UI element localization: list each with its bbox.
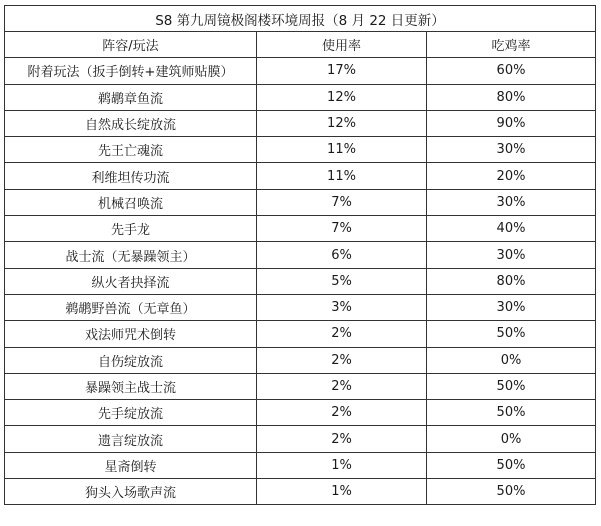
table-row: [5, 400, 596, 426]
table-row: [5, 110, 596, 136]
table-row: [5, 294, 596, 320]
usage-rate-cell: 1%: [257, 452, 427, 478]
usage-rate-cell: 2%: [257, 400, 427, 426]
table-row: [5, 268, 596, 294]
table-row: [5, 189, 596, 215]
table-row: [5, 137, 596, 163]
usage-rate-cell: 6%: [257, 242, 427, 268]
table-row: [5, 216, 596, 242]
lineup-cell: 鹈鹕野兽流（无章鱼）: [5, 294, 257, 320]
table-row: [5, 84, 596, 110]
win-rate-cell: 90%: [427, 110, 596, 136]
table-row: [5, 321, 596, 347]
usage-rate-cell: 2%: [257, 426, 427, 452]
usage-rate-cell: 7%: [257, 189, 427, 215]
win-rate-cell: 30%: [427, 189, 596, 215]
win-rate-cell: 40%: [427, 216, 596, 242]
lineup-cell: 遗言绽放流: [5, 426, 257, 452]
table-body: [5, 58, 596, 505]
win-rate-cell: 60%: [427, 58, 596, 84]
lineup-cell: 先手绽放流: [5, 400, 257, 426]
win-rate-cell: 50%: [427, 321, 596, 347]
lineup-cell: 星斋倒转: [5, 452, 257, 478]
lineup-cell: 狗头入场歌声流: [5, 479, 257, 505]
lineup-cell: 利维坦传功流: [5, 163, 257, 189]
win-rate-cell: 30%: [427, 242, 596, 268]
header-row: [5, 32, 596, 58]
win-rate-cell: 80%: [427, 84, 596, 110]
table-row: [5, 58, 596, 84]
usage-rate-cell: 12%: [257, 110, 427, 136]
win-rate-cell: 50%: [427, 400, 596, 426]
win-rate-cell: 50%: [427, 479, 596, 505]
weekly-report-table: [4, 5, 596, 505]
lineup-cell: 纵火者抉择流: [5, 268, 257, 294]
lineup-cell: 战士流（无暴躁领主）: [5, 242, 257, 268]
table-row: [5, 347, 596, 373]
table-title: S8 第九周镜极阁楼环境周报（8 月 22 日更新）: [5, 6, 596, 32]
table-row: [5, 452, 596, 478]
table-row: [5, 242, 596, 268]
usage-rate-cell: 2%: [257, 347, 427, 373]
report-container: [4, 5, 595, 505]
lineup-cell: 机械召唤流: [5, 189, 257, 215]
table-row: [5, 426, 596, 452]
lineup-cell: 自然成长绽放流: [5, 110, 257, 136]
usage-rate-cell: 2%: [257, 321, 427, 347]
win-rate-cell: 0%: [427, 426, 596, 452]
win-rate-cell: 30%: [427, 294, 596, 320]
lineup-cell: 附着玩法（扳手倒转+建筑师贴膜）: [5, 58, 257, 84]
usage-rate-cell: 11%: [257, 137, 427, 163]
usage-rate-cell: 7%: [257, 216, 427, 242]
column-header-lineup: 阵容/玩法: [5, 32, 257, 58]
table-row: [5, 479, 596, 505]
win-rate-cell: 80%: [427, 268, 596, 294]
usage-rate-cell: 2%: [257, 373, 427, 399]
usage-rate-cell: 3%: [257, 294, 427, 320]
lineup-cell: 暴躁领主战士流: [5, 373, 257, 399]
lineup-cell: 先王亡魂流: [5, 137, 257, 163]
win-rate-cell: 50%: [427, 452, 596, 478]
usage-rate-cell: 1%: [257, 479, 427, 505]
lineup-cell: 自伤绽放流: [5, 347, 257, 373]
win-rate-cell: 20%: [427, 163, 596, 189]
column-header-usage-rate: 使用率: [257, 32, 427, 58]
win-rate-cell: 50%: [427, 373, 596, 399]
usage-rate-cell: 5%: [257, 268, 427, 294]
usage-rate-cell: 17%: [257, 58, 427, 84]
win-rate-cell: 0%: [427, 347, 596, 373]
column-header-win-rate: 吃鸡率: [427, 32, 596, 58]
lineup-cell: 鹈鹕章鱼流: [5, 84, 257, 110]
win-rate-cell: 30%: [427, 137, 596, 163]
table-row: [5, 373, 596, 399]
usage-rate-cell: 11%: [257, 163, 427, 189]
lineup-cell: 戏法师咒术倒转: [5, 321, 257, 347]
title-row: [5, 6, 596, 32]
table-row: [5, 163, 596, 189]
lineup-cell: 先手龙: [5, 216, 257, 242]
usage-rate-cell: 12%: [257, 84, 427, 110]
